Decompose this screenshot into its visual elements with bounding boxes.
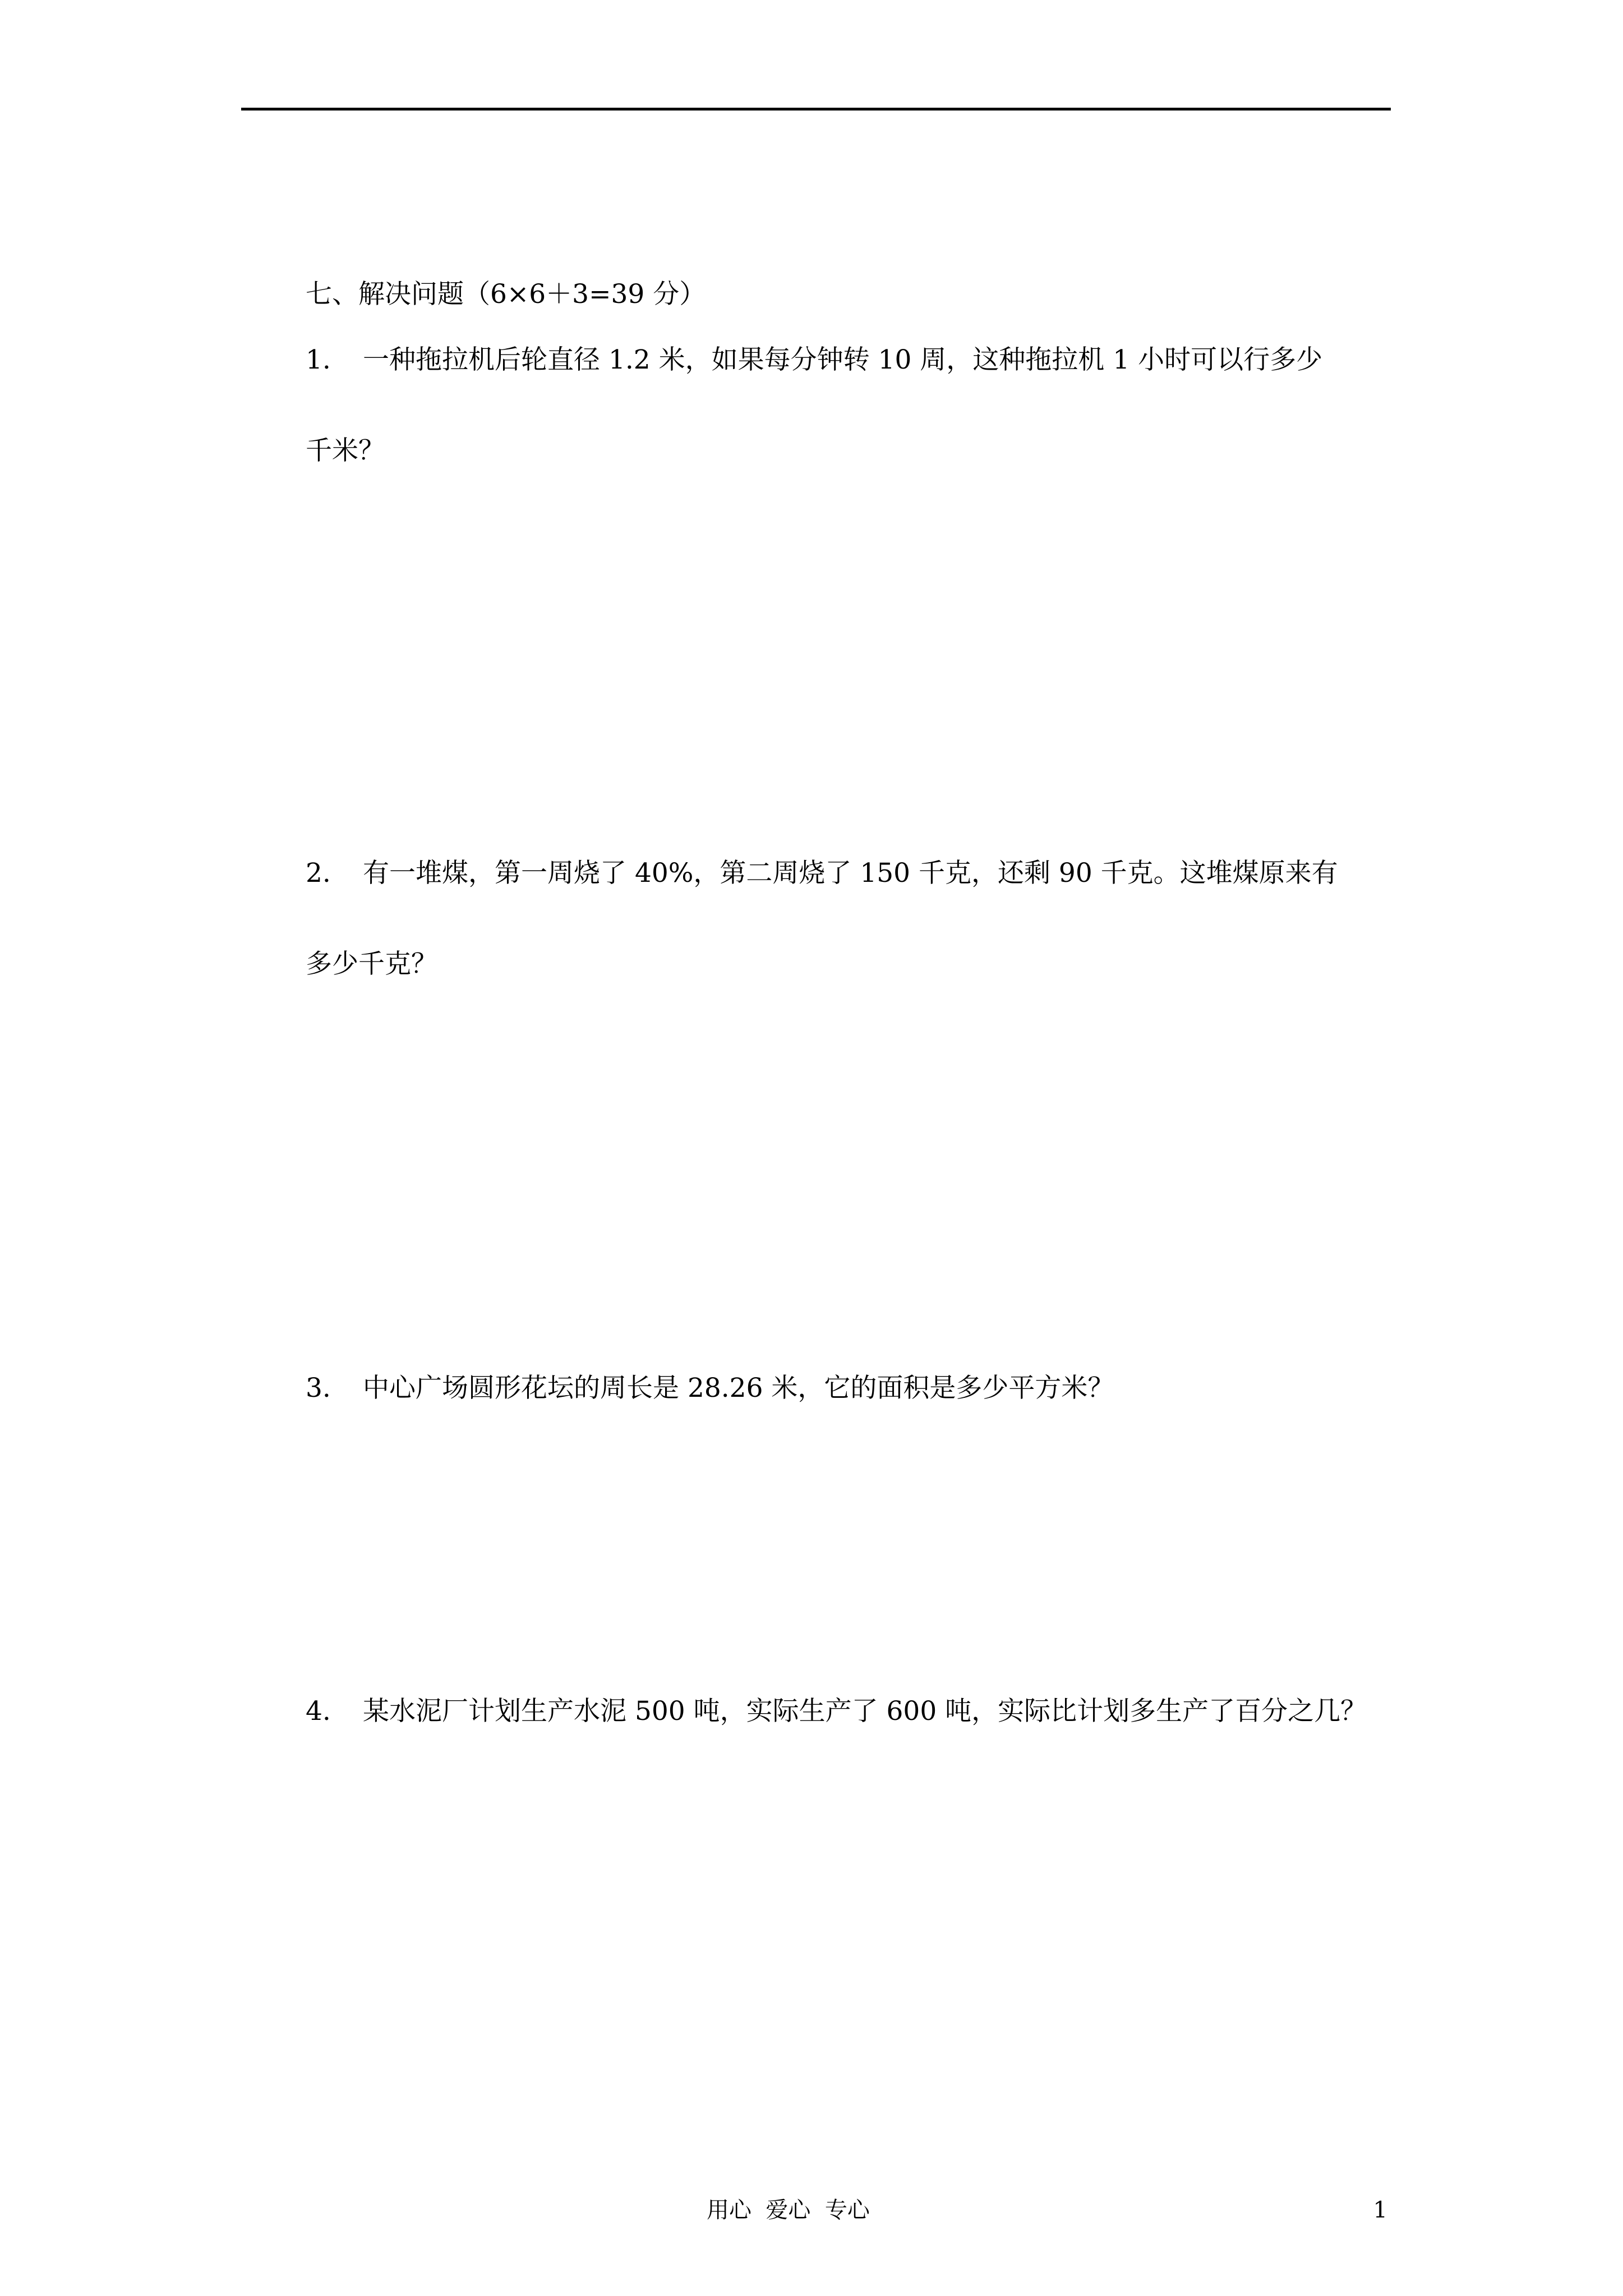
question-3 <box>306 1372 1391 1405</box>
question-number: 4. <box>306 1696 331 1727</box>
question-text: 有一堆煤，第一周烧了 40%，第二周烧了 150 千克，还剩 90 千克。这堆煤原来有 <box>363 858 1338 889</box>
header-rule <box>241 108 1391 111</box>
question-line <box>306 1372 1391 1405</box>
question-line <box>306 857 1391 890</box>
question-text: 某水泥厂计划生产水泥 500 吨，实际生产了 600 吨，实际比计划多生产了百分之几？ <box>363 1696 1367 1727</box>
question-line <box>306 434 1391 468</box>
question-number: 3. <box>306 1373 331 1404</box>
section-heading: 七、解决问题（6×6＋3=39 分） <box>306 279 706 310</box>
question-number: 2. <box>306 858 331 889</box>
question-4 <box>306 1695 1391 1728</box>
question-line <box>306 343 1391 377</box>
footer-text: 用心 爱心 专心 <box>707 2197 870 2223</box>
question-text: 千米？ <box>306 435 385 466</box>
question-1 <box>306 343 1391 468</box>
question-number: 1. <box>306 344 331 375</box>
page-number: 1 <box>1373 2197 1387 2223</box>
question-text: 一种拖拉机后轮直径 1.2 米，如果每分钟转 10 周，这种拖拉机 1 小时可以行多少 <box>363 344 1323 375</box>
question-2 <box>306 857 1391 981</box>
question-text: 中心广场圆形花坛的周长是 28.26 米，它的面积是多少平方米？ <box>363 1373 1114 1404</box>
question-text: 多少千克？ <box>306 949 437 979</box>
question-line <box>306 947 1391 981</box>
question-line <box>306 1695 1391 1728</box>
